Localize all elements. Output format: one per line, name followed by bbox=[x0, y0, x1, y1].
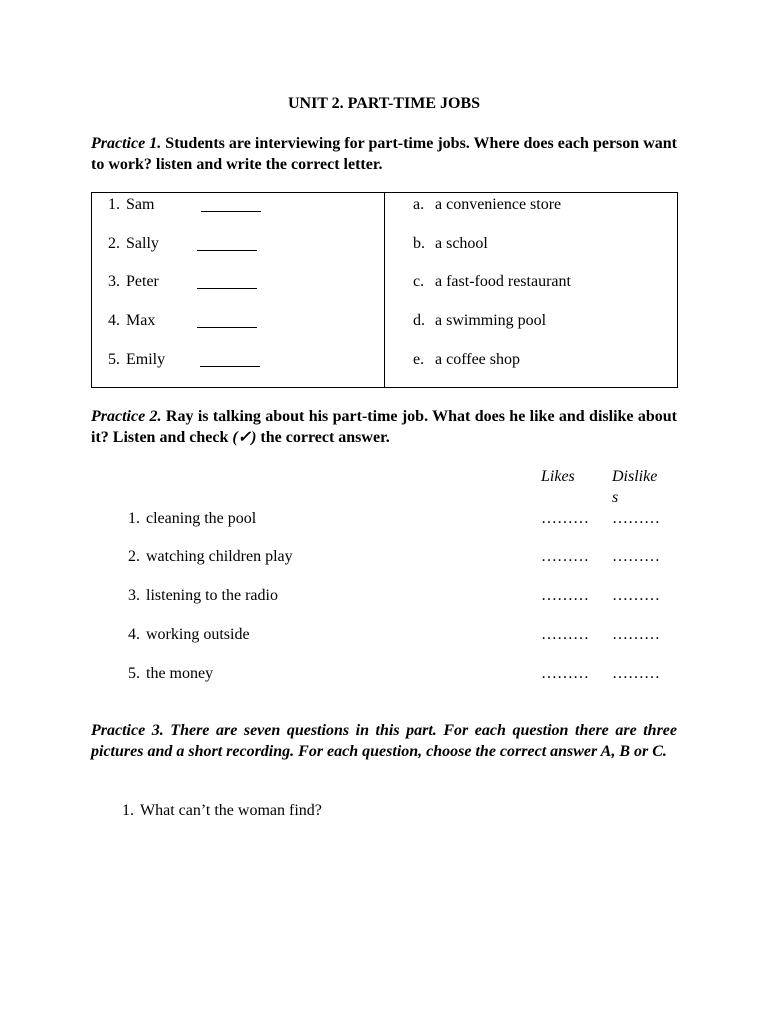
header-likes: Likes bbox=[541, 468, 575, 485]
likes-answer[interactable]: ……… bbox=[541, 587, 589, 604]
dislikes-answer[interactable]: ……… bbox=[612, 548, 660, 565]
place-row bbox=[413, 350, 520, 370]
likes-answer[interactable]: ……… bbox=[541, 665, 589, 682]
person-row bbox=[98, 272, 159, 292]
practice2-label: Practice 2. bbox=[91, 408, 162, 425]
person-name: Sam bbox=[126, 196, 155, 213]
dislikes-answer[interactable]: ……… bbox=[612, 626, 660, 643]
list-item bbox=[118, 586, 278, 606]
item-number: 2. bbox=[128, 548, 140, 565]
header-dislikes-line2: s bbox=[612, 489, 619, 506]
list-item bbox=[118, 625, 250, 645]
answer-blank[interactable] bbox=[197, 234, 257, 251]
person-name: Peter bbox=[126, 273, 159, 290]
practice2-text-a: Ray is talking about his part-time job. What does he like and dislike about it? Listen and check bbox=[91, 408, 678, 446]
answer-blank[interactable] bbox=[201, 195, 261, 212]
place-text: a fast-food restaurant bbox=[435, 273, 571, 290]
place-text: a coffee shop bbox=[435, 351, 520, 368]
person-number: 1. bbox=[108, 196, 120, 213]
place-letter: a. bbox=[413, 196, 425, 213]
place-text: a swimming pool bbox=[435, 312, 547, 329]
question-text: What can’t the woman find? bbox=[140, 802, 322, 819]
matching-table bbox=[91, 192, 678, 388]
person-row bbox=[98, 350, 165, 370]
item-text: watching children play bbox=[146, 548, 293, 565]
practice3-instruction: Practice 3. There are seven questions in this part. For each question there are three pictures and a short recording. For each question, choose the correct answer A, B or C. bbox=[91, 722, 677, 760]
person-name: Sally bbox=[126, 235, 159, 252]
place-letter: e. bbox=[413, 351, 425, 368]
place-letter: d. bbox=[413, 312, 425, 329]
check-mark: (✓) bbox=[232, 429, 257, 446]
place-text: a convenience store bbox=[435, 196, 562, 213]
header-dislikes-line1: Dislike bbox=[612, 468, 658, 485]
likes-answer[interactable]: ……… bbox=[541, 510, 589, 527]
place-row bbox=[413, 272, 571, 292]
place-text: a school bbox=[435, 235, 488, 252]
place-letter: b. bbox=[413, 235, 425, 252]
place-row bbox=[413, 311, 546, 331]
person-number: 5. bbox=[108, 351, 120, 368]
dislikes-answer[interactable]: ……… bbox=[612, 665, 660, 682]
question-item bbox=[112, 801, 322, 821]
person-name: Max bbox=[126, 312, 156, 329]
likes-answer[interactable]: ……… bbox=[541, 548, 589, 565]
person-name: Emily bbox=[126, 351, 166, 368]
item-number: 4. bbox=[128, 626, 140, 643]
answer-blank[interactable] bbox=[197, 311, 257, 328]
place-row bbox=[413, 195, 561, 215]
table-divider bbox=[384, 193, 385, 387]
item-number: 3. bbox=[128, 587, 140, 604]
item-number: 1. bbox=[128, 510, 140, 527]
person-row bbox=[98, 195, 154, 215]
page-title: UNIT 2. PART-TIME JOBS bbox=[287, 95, 481, 112]
item-number: 5. bbox=[128, 665, 140, 682]
list-item bbox=[118, 509, 256, 529]
place-row bbox=[413, 234, 488, 254]
item-text: working outside bbox=[146, 626, 250, 643]
practice1-text: Students are interviewing for part-time jobs. Where does each person want to work? listen and write the correct letter. bbox=[91, 135, 677, 173]
practice2-text-b: the correct answer. bbox=[260, 429, 390, 446]
header-dislikes bbox=[612, 466, 657, 508]
likes-answer[interactable]: ……… bbox=[541, 626, 589, 643]
person-number: 2. bbox=[108, 235, 120, 252]
person-row bbox=[98, 311, 155, 331]
practice1-label: Practice 1. bbox=[91, 135, 162, 152]
item-text: the money bbox=[146, 665, 214, 682]
dislikes-answer[interactable]: ……… bbox=[612, 587, 660, 604]
person-row bbox=[98, 234, 159, 254]
item-text: listening to the radio bbox=[146, 587, 278, 604]
practice2-instruction bbox=[91, 406, 677, 448]
practice1-instruction bbox=[91, 133, 677, 175]
list-item bbox=[118, 664, 213, 684]
person-number: 4. bbox=[108, 312, 120, 329]
item-text: cleaning the pool bbox=[146, 510, 257, 527]
answer-blank[interactable] bbox=[200, 350, 260, 367]
question-number: 1. bbox=[122, 802, 134, 819]
list-item bbox=[118, 547, 293, 567]
place-letter: c. bbox=[413, 273, 425, 290]
answer-blank[interactable] bbox=[197, 272, 257, 289]
dislikes-answer[interactable]: ……… bbox=[612, 510, 660, 527]
person-number: 3. bbox=[108, 273, 120, 290]
